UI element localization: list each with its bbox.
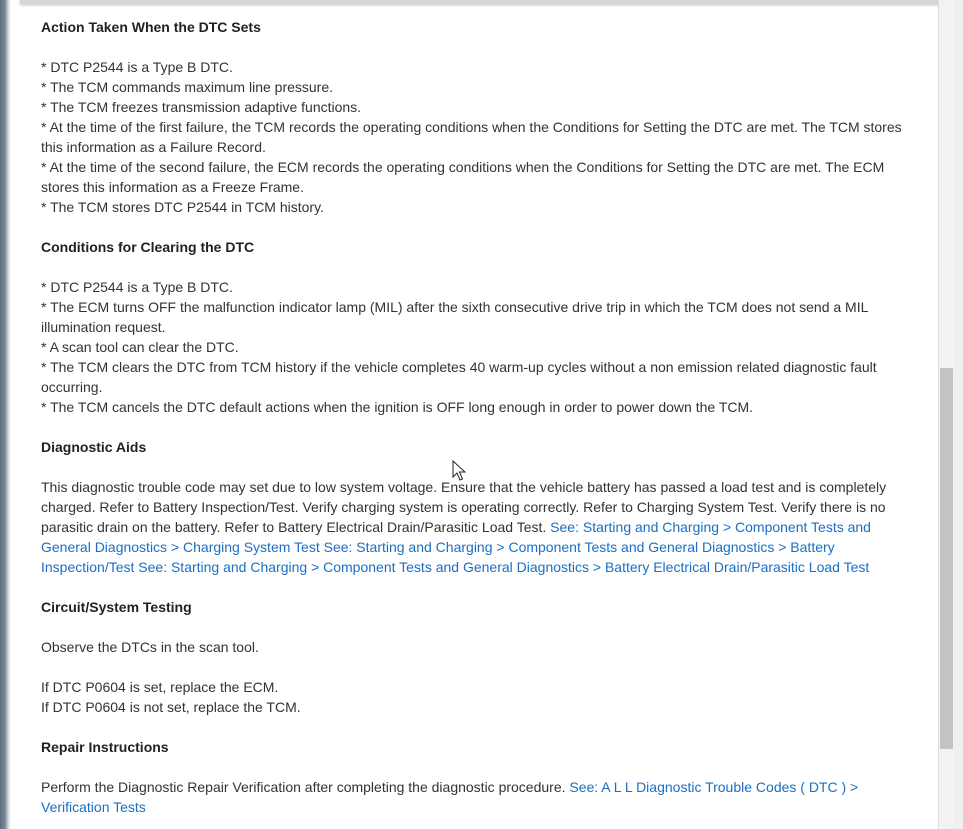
mouse-pointer-icon [452, 460, 466, 482]
action-item: * The TCM commands maximum line pressure. [41, 79, 334, 95]
link-battery-inspection-test[interactable]: See: Starting and Charging > Component Tests and General Diagnostics > Battery Inspection/Test [41, 539, 835, 575]
section-heading-aids: Diagnostic Aids [41, 439, 147, 455]
section-heading-circuit: Circuit/System Testing [41, 599, 192, 615]
circuit-step: Observe the DTCs in the scan tool. [41, 639, 259, 655]
scrollbar-thumb[interactable] [940, 368, 953, 749]
clearing-item: * The TCM clears the DTC from TCM history if the vehicle completes 40 warm-up cycles without a non emission related diagnostic fault occurring. [41, 359, 877, 395]
circuit-step: If DTC P0604 is set, replace the ECM. [41, 679, 279, 695]
clearing-item: * The ECM turns OFF the malfunction indicator lamp (MIL) after the sixth consecutive drive trip in which the TCM does not send a MIL illumination request. [41, 299, 868, 335]
action-item: * The TCM freezes transmission adaptive functions. [41, 99, 362, 115]
article-body [41, 17, 921, 817]
diagnostic-aids-paragraph [41, 477, 921, 577]
repair-paragraph [41, 777, 921, 817]
clearing-item: * DTC P2544 is a Type B DTC. [41, 279, 233, 295]
diagnostic-aids-text: This diagnostic trouble code may set due to low system voltage. Ensure that the vehicle battery has passed a load test and is completely charged. Refer to Battery Inspection/Test. Verify charging system is operating correctly. Refer to Charging System Test. Verify there is no parasitic drain on the battery. Refer to Battery Electrical Drain/Parasitic Load Test. [41, 479, 887, 535]
action-item: * At the time of the first failure, the TCM records the operating conditions when the Conditions for Setting the DTC are met. The TCM stores this information as a Failure Record. [41, 119, 902, 155]
section-heading-repair: Repair Instructions [41, 739, 169, 755]
action-item: * At the time of the second failure, the ECM records the operating conditions when the Conditions for Setting the DTC are met. The ECM stores this information as a Freeze Frame. [41, 159, 885, 195]
circuit-step: If DTC P0604 is not set, replace the TCM. [41, 699, 301, 715]
article-content [10, 0, 938, 829]
link-charging-system-test[interactable]: See: Starting and Charging > Component Tests and General Diagnostics > Charging System Test [41, 519, 871, 555]
clearing-item: * A scan tool can clear the DTC. [41, 339, 239, 355]
clearing-item: * The TCM cancels the DTC default actions when the ignition is OFF long enough in order to power down the TCM. [41, 399, 754, 415]
section-heading-action: Action Taken When the DTC Sets [41, 19, 261, 35]
repair-text: Perform the Diagnostic Repair Verification after completing the diagnostic procedure. [41, 779, 566, 795]
action-item: * The TCM stores DTC P2544 in TCM history. [41, 199, 324, 215]
background-window-edge [0, 0, 10, 829]
link-verification-tests[interactable]: See: A L L Diagnostic Trouble Codes ( DTC ) > Verification Tests [41, 779, 859, 815]
action-item: * DTC P2544 is a Type B DTC. [41, 59, 233, 75]
section-heading-clearing: Conditions for Clearing the DTC [41, 239, 255, 255]
header-shadow [20, 0, 938, 4]
link-battery-drain-test[interactable]: See: Starting and Charging > Component Tests and General Diagnostics > Battery Electrical Drain/Parasitic Load Test [138, 559, 870, 575]
